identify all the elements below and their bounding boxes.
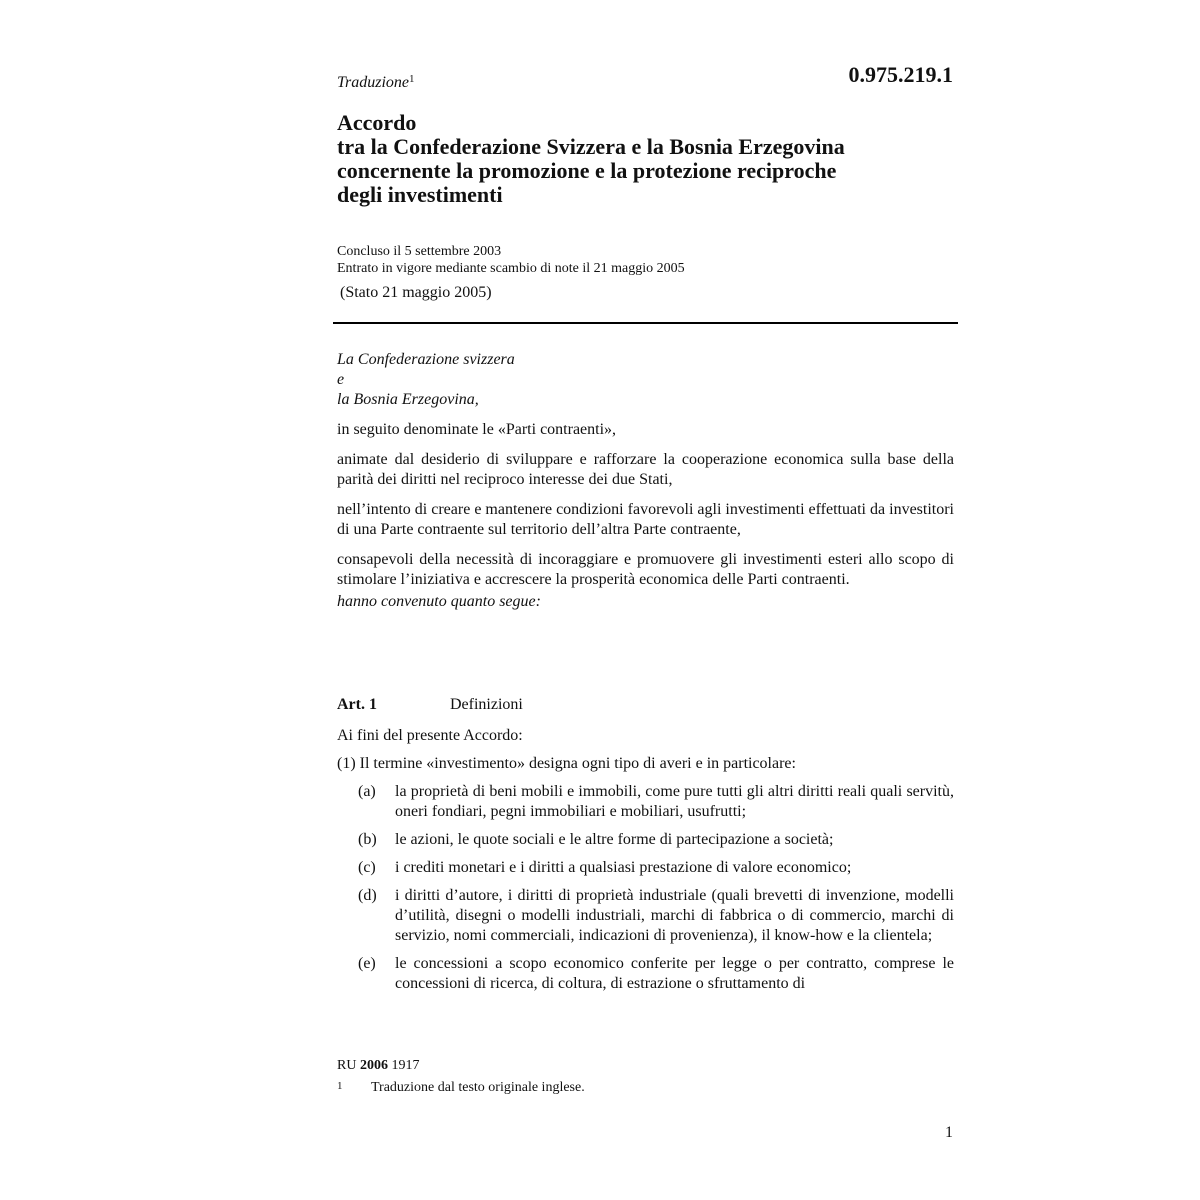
list-item-label: (a) <box>358 783 376 800</box>
ru-prefix: RU <box>337 1058 357 1073</box>
article-1-body <box>337 726 954 994</box>
preamble-paragraph-3: consapevoli della necessità di incoraggiare e promuovere gli investimenti esteri allo scopo di stimolare l’iniziativa e accrescere la prosperità economica delle Parti contraenti. <box>337 551 954 588</box>
translation-label <box>337 74 415 92</box>
title-line-4: degli investimenti <box>337 182 503 207</box>
preamble-denomination: in seguito denominate le «Parti contraenti», <box>337 421 617 438</box>
footnote-reference[interactable]: 1 <box>409 73 415 85</box>
footnote-number: 1 <box>337 1080 343 1092</box>
header-divider <box>333 322 958 324</box>
list-item <box>337 886 954 946</box>
list-item <box>337 954 954 994</box>
official-compilation-reference <box>337 1058 419 1074</box>
preamble-paragraph-2: nell’intento di creare e mantenere condizioni favorevoli agli investimenti effettuati da investitori di una Parte contraente sul territorio dell’altra Parte contraente, <box>337 501 954 538</box>
article-1-title: Definizioni <box>450 696 523 713</box>
list-item-text: i diritti d’autore, i diritti di proprietà industriale (quali brevetti di invenzione, modelli d’utilità, disegni o modelli industriali, marchi di fabbrica o di commercio, marchi di servizio, nomi commerciali, indicazioni di provenienza), il know-how e la clientela; <box>395 887 954 944</box>
preamble-party-2: la Bosnia Erzegovina, <box>337 391 479 408</box>
article-1-intro: Ai fini del presente Accordo: <box>337 727 523 744</box>
title-line-3: concernente la promozione e la protezione reciproche <box>337 158 837 183</box>
list-item <box>337 782 954 822</box>
page-number: 1 <box>945 1124 953 1141</box>
preamble-party-1: La Confederazione svizzera <box>337 351 515 368</box>
status-date: (Stato 21 maggio 2005) <box>340 284 492 301</box>
title-line-2: tra la Confederazione Svizzera e la Bosnia Erzegovina <box>337 134 845 159</box>
article-1-paragraph-1: (1) Il termine «investimento» designa ogni tipo di averi e in particolare: <box>337 755 796 772</box>
list-item-text: i crediti monetari e i diritti a qualsiasi prestazione di valore economico; <box>395 859 852 876</box>
article-1-heading <box>337 696 523 714</box>
preamble-paragraph-1: animate dal desiderio di sviluppare e rafforzare la cooperazione economica sulla base della parità dei diritti nel reciproco interesse dei due Stati, <box>337 451 954 488</box>
list-item-label: (c) <box>358 859 376 876</box>
list-item-text: la proprietà di beni mobili e immobili, come pure tutti gli altri diritti reali quali servitù, oneri fondiari, pegni immobiliari e mobiliari, usufrutti; <box>395 783 954 820</box>
preamble <box>337 350 954 612</box>
document-page <box>337 0 957 1200</box>
article-1-number: Art. 1 <box>337 696 377 713</box>
document-number: 0.975.219.1 <box>848 62 953 87</box>
ru-page: 1917 <box>391 1058 420 1073</box>
list-item <box>337 858 954 878</box>
list-item-label: (e) <box>358 955 376 972</box>
list-item-label: (d) <box>358 887 377 904</box>
title-line-1: Accordo <box>337 110 417 135</box>
translation-label-text: Traduzione <box>337 74 410 91</box>
list-item <box>337 830 954 850</box>
preamble-conjunction: e <box>337 371 345 388</box>
preamble-closing: hanno convenuto quanto segue: <box>337 593 541 610</box>
concluded-date: Concluso il 5 settembre 2003 <box>337 244 502 259</box>
ru-year: 2006 <box>359 1058 388 1073</box>
document-title <box>337 111 937 207</box>
footnote <box>337 1080 585 1096</box>
entry-into-force: Entrato in vigore mediante scambio di note il 21 maggio 2005 <box>337 261 685 276</box>
document-metadata <box>337 243 685 277</box>
footnote-text: Traduzione dal testo originale inglese. <box>371 1080 585 1095</box>
list-item-label: (b) <box>358 831 377 848</box>
list-item-text: le concessioni a scopo economico conferite per legge o per contratto, comprese le concessioni di ricerca, di coltura, di estrazione o sfruttamento di <box>395 955 954 992</box>
list-item-text: le azioni, le quote sociali e le altre forme di partecipazione a società; <box>395 831 834 848</box>
